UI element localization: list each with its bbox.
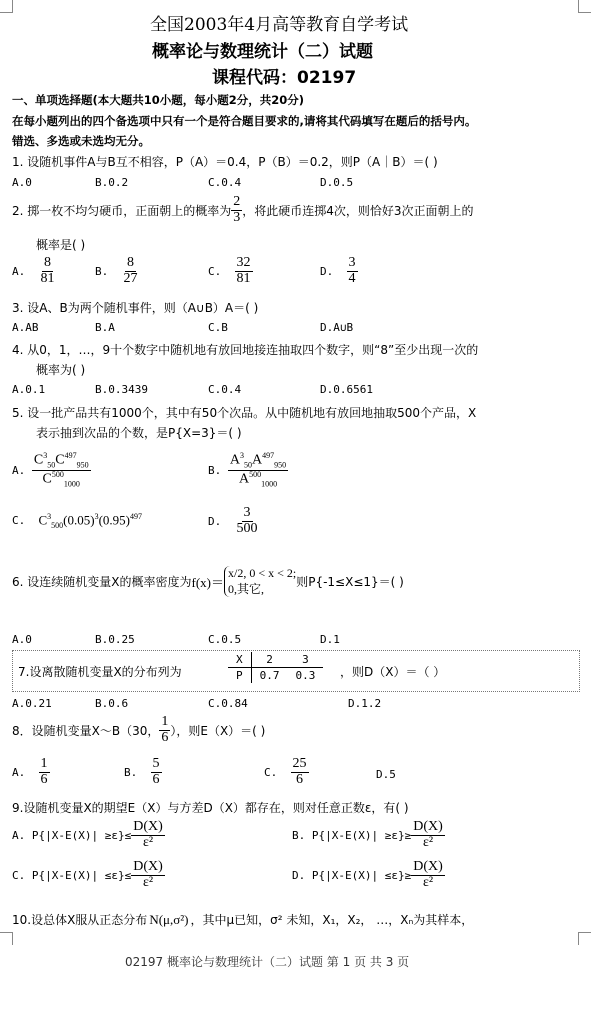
q10-stem [12,911,473,928]
q9-d-frac [411,860,445,890]
q5-option-a [12,452,91,489]
q7-table-row [228,668,323,684]
q8-option-d: D.5 [376,768,396,781]
q7-cell-p: P [228,668,251,684]
q4-option-d: D.0.6561 [320,383,373,396]
q2-b-frac [122,256,140,286]
q9-a-num: D(X) [133,819,163,834]
q2-d-label: D. [320,264,334,278]
crop-mark-top-right [578,0,591,13]
q2-a-den: 81 [40,270,55,286]
q6-case1: x/2, 0 < x < 2; [228,566,297,580]
q9-c-den: ε² [142,874,154,890]
section-title: 一、单项选择题(本大题共10小题，每小题2分，共20分) [12,93,305,107]
q5-d-num: 3 [243,505,251,520]
q3-option-c: C.B [208,321,228,334]
q9-d-num: D(X) [413,859,443,874]
q8-a-label: A. [12,765,26,779]
q8-a-frac [39,757,50,787]
q6-option-c: C.0.5 [208,633,242,646]
q5-stem-b: 表示抽到次品的个数，是P{X=3}＝( ) [36,426,242,440]
exam-title-line1: 全国2003年4月高等教育自学考试 [150,15,409,35]
q1-option-b: B.0.2 [95,176,129,189]
q7-cell-x: X [228,652,251,668]
q5-a-label: A. [12,463,26,477]
q7-cell-x2: 2 [251,652,287,668]
q8-option-b [124,757,162,787]
q9-a-den: ε² [142,834,154,850]
q7-cell-x3: 3 [288,652,324,668]
q5-b-expression: $\frac{A^3_{50}A^{497}_{950}}{A^{500}_{1000}}$ [229,451,287,489]
q8-c-num: 25 [292,756,307,771]
q2-c-num: 32 [236,255,251,270]
q2-option-d [320,256,358,286]
instructions-line2: 错选、多选或未选均无分。 [12,134,150,148]
q2-option-b [95,256,140,286]
q5-d-label: D. [208,514,222,528]
q9-a-frac [131,820,165,850]
q2-b-den: 27 [123,270,138,286]
q6-stem [12,566,404,597]
q7-option-b: B.0.6 [95,697,129,710]
q3-option-a: A.AB [12,321,39,334]
q8-option-a [12,757,50,787]
q9-c-frac [131,860,165,890]
q8-a-num: 1 [40,756,48,771]
q7-table-row [228,652,323,668]
q7-distribution-table [228,652,323,683]
q5-d-frac [235,506,260,536]
q8-stem-text-b: ），则E（X）＝( ) [170,723,266,738]
q9-b-label: B. P{|X-E(X)| ≥ε}≥ [292,828,412,842]
q7-stem-b: ，则D（X）＝（ ） [340,665,446,679]
q8-b-frac [151,757,162,787]
q2-d-num: 3 [348,255,356,270]
crop-mark-top-left [0,0,13,13]
q4-stem-b: 概率为( ) [36,363,86,377]
q5-b-label: B. [208,463,222,477]
q2-d-frac [347,256,358,286]
q2-a-label: A. [12,264,26,278]
q8-frac-num: 1 [161,714,169,729]
crop-mark-bottom-right [578,932,591,945]
q8-c-label: C. [264,765,278,779]
q2-stem-c: 概率是( ) [36,238,86,252]
q7-option-a: A.0.21 [12,697,52,710]
q8-stem-text-a: 8．设随机变量X～B（30， [12,723,160,738]
q10-stem-text-a: 10.设总体X服从正态分布 [12,913,148,927]
q8-b-label: B. [124,765,138,779]
q6-piecewise [224,566,296,597]
q9-b-den: ε² [422,834,434,850]
page-footer: 02197 概率论与数理统计（二）试题 第 1 页 共 3 页 [125,955,410,969]
q6-fx: f(x)＝ [191,575,224,591]
q2-c-label: C. [208,264,222,278]
q7-cell-p3: 0.3 [295,669,316,682]
q9-c-label: C. P{|X-E(X)| ≤ε}≤ [12,868,132,882]
q10-normal-dist: N(μ,σ²) [149,911,189,927]
q8-stem [12,715,265,745]
q2-b-label: B. [95,264,109,278]
q5-c-expression: $C^3_{500}(0.05)^3(0.95)^{497}$ [38,512,143,530]
q2-option-a [12,256,57,286]
q9-d-den: ε² [422,874,434,890]
q5-stem-a: 5. 设一批产品共有1000个，其中有50个次品。从中随机地有放回地抽取500个产品，X [12,406,477,420]
q2-stem-text-a: 2. 掷一枚不均匀硬币，正面朝上的概率为 [12,203,232,218]
q2-a-num: 8 [44,255,51,270]
course-code: 课程代码：02197 [212,68,357,88]
q7-option-d: D.1.2 [348,697,382,710]
q2-stem [12,195,474,225]
q9-option-a [12,820,165,850]
q6-option-a: A.0 [12,633,32,646]
q5-d-den: 500 [236,520,258,536]
q5-option-d [208,506,260,536]
q8-b-num: 5 [152,756,160,771]
q6-stem-text-b: 则P{-1≤X≤1}＝( ) [296,575,404,590]
crop-mark-bottom-left [0,932,13,945]
q9-stem: 9.设随机变量X的期望E（X）与方差D（X）都存在，则对任意正数ε，有( ) [12,801,409,815]
q8-option-c [264,757,309,787]
q5-c-label: C. [12,514,26,528]
q1-option-d: D.0.5 [320,176,354,189]
q5-option-c [12,512,142,530]
q9-b-frac [411,820,445,850]
q8-c-den: 6 [296,771,303,787]
q9-b-num: D(X) [413,819,443,834]
q4-option-b: B.0.3439 [95,383,148,396]
q9-a-label: A. P{|X-E(X)| ≥ε}≤ [12,828,132,842]
q4-option-a: A.0.1 [12,383,46,396]
q6-stem-text-a: 6. 设连续随机变量X的概率密度为 [12,575,192,590]
q4-option-c: C.0.4 [208,383,242,396]
q2-d-den: 4 [348,270,356,286]
instructions-line1: 在每小题列出的四个备选项中只有一个是符合题目要求的,请将其代码填写在题后的括号内。 [12,114,477,128]
q3-option-b: B.A [95,321,115,334]
q1-option-a: A.0 [12,176,32,189]
q1-option-c: C.0.4 [208,176,242,189]
q2-c-frac [235,256,253,286]
q2-frac-num: 2 [233,194,241,209]
q9-d-label: D. P{|X-E(X)| ≤ε}≥ [292,868,412,882]
q2-stem-text-b: ，将此硬币连掷4次，则恰好3次正面朝上的 [242,203,474,218]
q9-option-b [292,820,445,850]
q6-case2: 0,其它, [228,581,265,596]
q9-option-c [12,860,165,890]
q8-frac-den: 6 [161,729,169,745]
q8-b-den: 6 [152,771,160,787]
q5-option-b [208,452,288,489]
q2-frac-den: 3 [233,209,241,225]
q3-stem: 3. 设A、B为两个随机事件，则（A∪B）A＝( ) [12,301,259,315]
q2-b-num: 8 [127,255,134,270]
q6-option-d: D.1 [320,633,340,646]
q9-c-num: D(X) [133,859,163,874]
q6-option-b: B.0.25 [95,633,135,646]
q8-fraction [159,715,170,745]
q2-fraction [231,195,242,225]
q7-stem-a: 7.设离散随机变量X的分布列为 [18,665,182,679]
q2-option-c [208,256,253,286]
q7-cell-p2: 0.7 [259,669,280,682]
q2-c-den: 81 [236,270,251,286]
q8-c-frac [291,757,309,787]
q10-stem-text-b: ，其中μ已知，σ² 未知，X₁，X₂， …，Xₙ为其样本， [190,913,474,927]
q2-a-frac [39,256,57,286]
q9-option-d [292,860,445,890]
q7-option-c: C.0.84 [208,697,248,710]
q5-a-expression: $\frac{C^3_{50}C^{497}_{950}}{C^{500}_{1000}}$ [33,451,89,489]
q3-option-d: D.A∪B [320,321,354,334]
exam-title-subject: 概率论与数理统计（二）试题 [152,42,373,62]
q8-a-den: 6 [40,771,48,787]
q4-stem-a: 4. 从0，1，…，9十个数字中随机地有放回地接连抽取四个数字，则“8”至少出现一次的 [12,343,479,357]
q1-stem: 1. 设随机事件A与B互不相容，P（A）＝0.4，P（B）＝0.2，则P（A｜B）＝( ) [12,155,438,169]
